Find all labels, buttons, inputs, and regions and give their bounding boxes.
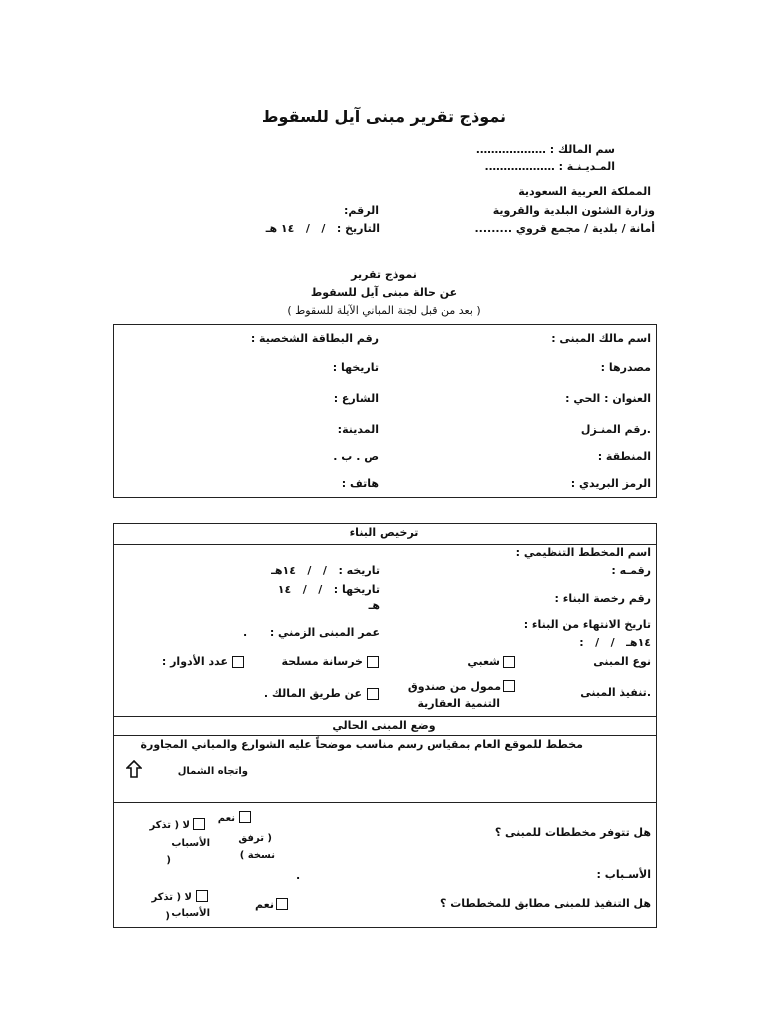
street-label: الشارع : xyxy=(333,392,379,405)
owner-label: سم المالك : xyxy=(549,143,615,156)
plan-number-label: رقمـه : xyxy=(611,564,651,577)
plan-date-label: تاريخه : / / ١٤هـ xyxy=(271,564,380,577)
building-type-label: نوع المبنى xyxy=(593,655,651,668)
permit-date-suffix: هـ xyxy=(368,599,380,612)
divider xyxy=(113,716,657,717)
report-heading-line1: نموذج تقرير xyxy=(351,268,417,281)
report-heading-line3: ( بعد من قبل لجنة المباني الآيلة للسقوط ) xyxy=(287,304,481,317)
plans-yes-note-1: ( ترفق xyxy=(238,833,272,844)
checkbox-by-owner[interactable] xyxy=(367,688,379,700)
checkbox-popular[interactable] xyxy=(503,656,515,668)
divider xyxy=(113,735,657,736)
completion-date-label: تاريخ الانتهاء من البناء : xyxy=(523,618,651,631)
owner-dots: ………………. xyxy=(475,143,546,156)
arrow-up-icon xyxy=(126,760,142,778)
region-label: المنطقة : xyxy=(597,450,651,463)
plans-no-reasons: الأسباب xyxy=(171,838,210,849)
current-status-heading: وضع المبنى الحالي xyxy=(332,719,436,732)
city-dots: ………………. xyxy=(484,160,555,173)
divider xyxy=(113,544,657,545)
id-source-label: مصدرها : xyxy=(600,361,651,374)
option-concrete-label: خرسانة مسلحة xyxy=(281,655,363,668)
option-fund-line2: التنمية العقارية xyxy=(417,697,500,710)
reasons-label: الأسـباب : xyxy=(596,868,651,881)
checkbox-conformity-no[interactable] xyxy=(196,890,208,902)
reference-number-label: الرقم: xyxy=(344,204,379,217)
city-label: المـديـنـة : xyxy=(558,160,615,173)
plans-no-label: لا ( تذكر xyxy=(149,820,190,831)
owner-name-label: اسم مالك المبنى : xyxy=(551,332,651,345)
permit-heading: ترخيص البناء xyxy=(349,526,419,539)
postal-code-label: الرمز البريدي : xyxy=(570,477,651,490)
checkbox-fund-financed[interactable] xyxy=(503,680,515,692)
divider xyxy=(113,802,657,803)
checkbox-reinforced-concrete[interactable] xyxy=(367,656,379,668)
permit-number-label: رقم رخصة البناء : xyxy=(554,592,651,605)
execution-label: .تنفيذ المبنى xyxy=(580,686,651,699)
building-age-value: . xyxy=(243,626,248,639)
plans-yes-label: نعم xyxy=(217,813,235,824)
option-owner-label: عن طريق المالك . xyxy=(263,687,362,700)
checkbox-floors[interactable] xyxy=(232,656,244,668)
site-plan-instruction: مخطط للموقع العام بمقياس رسم مناسب موضحاً عليه الشوارع والمباني المجاورة xyxy=(140,738,583,751)
phone-label: هاتف : xyxy=(341,477,379,490)
plans-yes-note-2: نسخة ) xyxy=(239,850,275,861)
reasons-value: . xyxy=(296,869,301,882)
option-popular-label: شعبي xyxy=(467,655,500,668)
permit-date-label: تاريخها : / / ١٤ xyxy=(277,583,380,596)
owner-line xyxy=(476,143,615,157)
reference-date-label: التاريخ : / / ١٤ هـ xyxy=(265,222,380,235)
completion-date-value: : / / ١٤هـ xyxy=(579,636,651,649)
conformity-no-label: لا ( تذكر xyxy=(151,892,192,903)
letterhead-municipality: أمانة / بلدية / مجمع قروي ......... xyxy=(474,222,655,235)
plans-no-paren: ( xyxy=(166,855,171,866)
conformity-no-paren: ( xyxy=(165,911,170,922)
id-date-label: تاريخها : xyxy=(332,361,379,374)
checkbox-plans-yes[interactable] xyxy=(239,811,251,823)
house-number-label: .رقم المنـزل xyxy=(580,423,651,436)
page-title: نموذج تقرير مبنى آيل للسقوط xyxy=(261,107,507,126)
conformity-no-reasons: الأسباب xyxy=(171,908,210,919)
city-line xyxy=(485,160,615,174)
report-heading-line2: عن حالة مبنى آيل للسقوط xyxy=(310,286,458,299)
checkbox-conformity-yes[interactable] xyxy=(276,898,288,910)
city-label-box: المدينة: xyxy=(337,423,379,436)
option-floors-label: عدد الأدوار : xyxy=(161,655,228,668)
id-card-label: رقم البطاقة الشخصية : xyxy=(250,332,379,345)
plan-name-label: اسم المخطط التنظيمي : xyxy=(515,546,651,559)
building-age-label: عمر المبنى الزمني : xyxy=(269,626,380,639)
address-district-label: العنوان : الحي : xyxy=(565,392,651,405)
letterhead-kingdom: المملكة العربية السعودية xyxy=(518,185,651,198)
owner-info-box xyxy=(113,324,657,498)
letterhead-ministry: وزارة الشئون البلدية والقروية xyxy=(492,204,655,217)
conformity-yes-label: نعم xyxy=(255,898,274,911)
conformity-question: هل التنفيذ للمبنى مطابق للمخططات ؟ xyxy=(440,897,651,910)
option-fund-line1: ممول من صندوق xyxy=(407,680,501,693)
plans-question: هل تتوفر مخططات للمبنى ؟ xyxy=(494,826,651,839)
north-direction-label: واتجاه الشمال xyxy=(177,766,248,777)
po-box-label: ص . ب . xyxy=(333,450,379,463)
checkbox-plans-no[interactable] xyxy=(193,818,205,830)
